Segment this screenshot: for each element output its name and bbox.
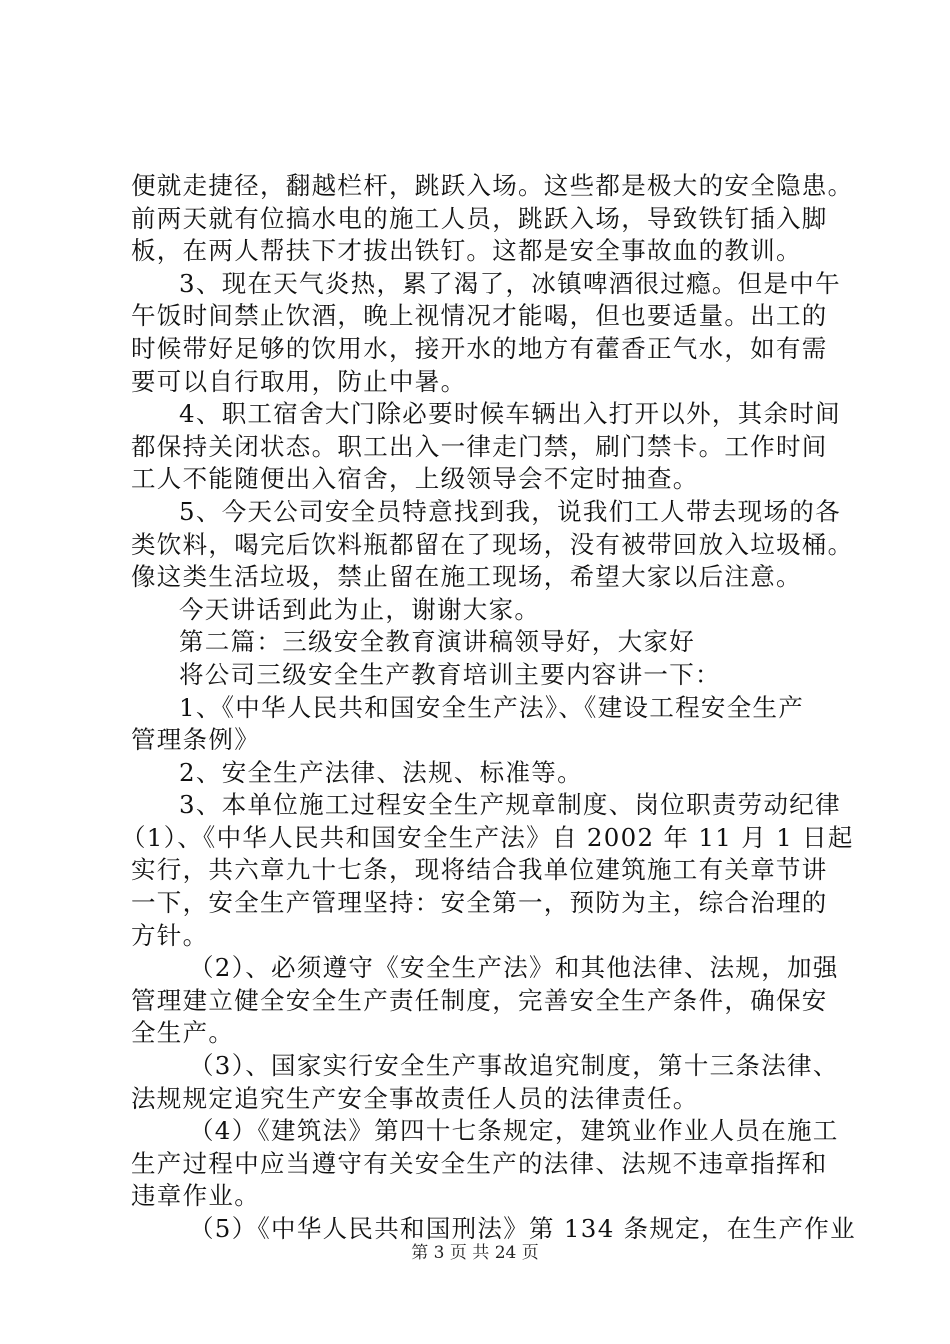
text-line: 管理条例》	[131, 725, 260, 755]
document-body	[121, 170, 856, 1246]
text-line: （2）、必须遵守《安全生产法》和其他法律、法规，加强	[189, 953, 839, 983]
page-number: 第 3 页 共 24 页	[411, 1243, 539, 1263]
text-line: 今天讲话到此为止，谢谢大家。	[179, 594, 541, 624]
text-line: 2、安全生产法律、法规、标准等。	[179, 757, 583, 787]
text-line: （5）《中华人民共和国刑法》第 134 条规定，在生产作业	[189, 1214, 856, 1243]
text-line: 工人不能随便出入宿舍，上级领导会不定时抽查。	[131, 464, 699, 494]
text-line: 要可以自行取用，防止中暑。	[131, 366, 467, 396]
text-line: 板，在两人帮扶下才拔出铁钉。这都是安全事故血的教训。	[131, 236, 802, 266]
page-footer	[0, 1242, 950, 1264]
text-line: 5、今天公司安全员特意找到我，说我们工人带去现场的各	[179, 496, 841, 526]
text-line: 违章作业。	[131, 1181, 260, 1211]
text-line: 时候带好足够的饮用水，接开水的地方有藿香正气水，如有需	[131, 333, 828, 363]
text-line: 午饭时间禁止饮酒，晚上视情况才能喝，但也要适量。出工的	[131, 301, 828, 331]
text-line: 3、本单位施工过程安全生产规章制度、岗位职责劳动纪律	[179, 790, 841, 820]
text-line: 4、职工宿舍大门除必要时候车辆出入打开以外，其余时间	[179, 399, 841, 429]
text-line: 第二篇：三级安全教育演讲稿领导好，大家好	[179, 627, 695, 657]
text-line: （3）、国家实行安全生产事故追究制度，第十三条法律、	[189, 1051, 839, 1081]
text-line: （1）、《中华人民共和国安全生产法》自 2002 年 11 月 1 日起	[121, 822, 854, 852]
text-line: 将公司三级安全生产教育培训主要内容讲一下：	[179, 659, 721, 689]
text-line: 类饮料，喝完后饮料瓶都留在了现场，没有被带回放入垃圾桶。	[131, 529, 854, 559]
text-line: 都保持关闭状态。职工出入一律走门禁，刷门禁卡。工作时间	[131, 431, 828, 461]
text-line: 实行，共六章九十七条，现将结合我单位建筑施工有关章节讲	[131, 855, 828, 885]
text-line: 像这类生活垃圾，禁止留在施工现场，希望大家以后注意。	[131, 562, 802, 592]
text-line: 全生产。	[131, 1018, 235, 1048]
text-line: 方针。	[131, 920, 209, 950]
text-line: 便就走捷径，翻越栏杆，跳跃入场。这些都是极大的安全隐患。	[131, 171, 854, 200]
text-line: 1、《中华人民共和国安全生产法》、《建设工程安全生产	[179, 692, 805, 722]
text-line: 一下，安全生产管理坚持：安全第一，预防为主，综合治理的	[131, 888, 828, 918]
text-line: 生产过程中应当遵守有关安全生产的法律、法规不违章指挥和	[131, 1148, 828, 1178]
text-line: 管理建立健全安全生产责任制度，完善安全生产条件，确保安	[131, 985, 828, 1015]
text-line: 法规规定追究生产安全事故责任人员的法律责任。	[131, 1083, 699, 1113]
text-line: 3、现在天气炎热，累了渴了，冰镇啤酒很过瘾。但是中午	[179, 268, 841, 298]
text-line: （4）《建筑法》第四十七条规定，建筑业作业人员在施工	[189, 1116, 839, 1146]
text-line: 前两天就有位搞水电的施工人员，跳跃入场，导致铁钉插入脚	[131, 203, 828, 233]
